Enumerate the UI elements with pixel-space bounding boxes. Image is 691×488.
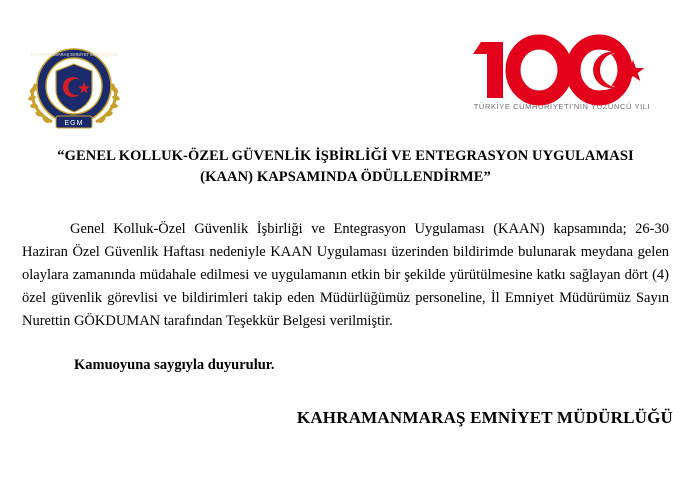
document-closing-line: Kamuoyuna saygıyla duyurulur. <box>74 356 275 373</box>
document-title <box>44 146 647 188</box>
kahramanmaras-police-emblem-icon <box>22 40 126 136</box>
anniversary-mark-icon <box>457 34 667 106</box>
anniversary-caption: TÜRKİYE CUMHURİYETİ'NİN YÜZÜNCÜ YILI <box>473 102 651 111</box>
document-signature: KAHRAMANMARAŞ EMNİYET MÜDÜRLÜĞÜ <box>296 407 673 427</box>
svg-text:EGM: EGM <box>64 120 84 127</box>
turkiye-100th-anniversary-logo <box>457 34 667 130</box>
document-title-line-1: “GENEL KOLLUK-ÖZEL GÜVENLİK İŞBİRLİĞİ VE ENTEGRASYON UYGULAMASI <box>57 148 634 164</box>
document-body-paragraph: Genel Kolluk-Özel Güvenlik İşbirliği ve Entegrasyon Uygulaması (KAAN) kapsamında; 26-30 Haziran Özel Güvenlik Haftası nedeniyle KAAN Uygulaması üzerinden bildirimde bulunarak meydana gelen olaylara zamanında müdahale edilmesi ve uygulamanın etkin bir şekilde yürütülmesine katkı sağlayan dört (4) özel güvenlik görevlisi ve bildirimleri takip eden Müdürlüğümüz personeline, İl Emniyet Müdürümüz Sayın Nurettin GÖKDUMAN tarafından Teşekkür Belgesi verilmiştir. <box>22 221 669 329</box>
svg-text:KAHRAMANMARAŞ EMNİYET MÜDÜRLÜĞ: KAHRAMANMARAŞ EMNİYET MÜDÜRLÜĞÜ <box>30 52 118 57</box>
document-header <box>0 0 691 140</box>
document-title-line-2: (KAAN) KAPSAMINDA ÖDÜLLENDİRME” <box>200 169 491 186</box>
